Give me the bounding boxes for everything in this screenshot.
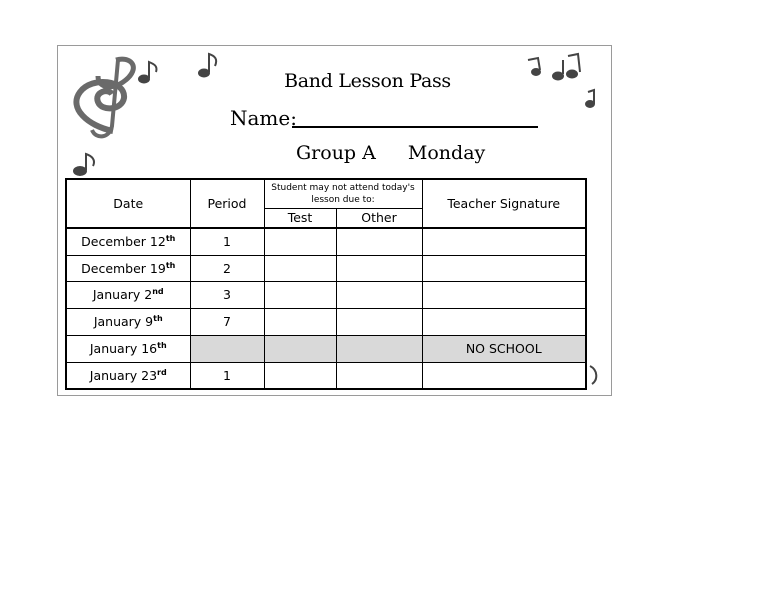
- other-cell: [336, 335, 422, 362]
- other-cell[interactable]: [336, 281, 422, 308]
- group-day-row: [296, 142, 485, 164]
- group-label: Group A: [296, 142, 376, 164]
- test-cell[interactable]: [264, 255, 336, 281]
- signature-cell[interactable]: [422, 255, 586, 281]
- test-cell[interactable]: [264, 362, 336, 389]
- day-label: Monday: [407, 142, 486, 164]
- name-field-line[interactable]: [292, 126, 538, 128]
- band-lesson-pass-card: [57, 45, 612, 396]
- period-cell: 1: [190, 362, 264, 389]
- date-cell: December 19th: [66, 255, 190, 281]
- header-period: Period: [190, 179, 264, 228]
- date-cell: January 2nd: [66, 281, 190, 308]
- table-row: [66, 308, 586, 335]
- test-cell[interactable]: [264, 308, 336, 335]
- table-row: [66, 228, 586, 255]
- signature-cell[interactable]: [422, 308, 586, 335]
- period-cell: 7: [190, 308, 264, 335]
- period-cell: 2: [190, 255, 264, 281]
- other-cell[interactable]: [336, 308, 422, 335]
- header-teacher-signature: Teacher Signature: [422, 179, 586, 228]
- date-cell: January 23rd: [66, 362, 190, 389]
- other-cell[interactable]: [336, 362, 422, 389]
- signature-cell[interactable]: [422, 281, 586, 308]
- pass-title: Band Lesson Pass: [284, 70, 451, 92]
- signature-cell[interactable]: [422, 362, 586, 389]
- no-school-note: NO SCHOOL: [422, 335, 586, 362]
- period-cell: [190, 335, 264, 362]
- period-cell: 1: [190, 228, 264, 255]
- test-cell: [264, 335, 336, 362]
- name-label: Name:: [230, 106, 297, 130]
- header-other: Other: [336, 208, 422, 228]
- header-reason: Student may not attend today's lesson due to:: [264, 179, 422, 208]
- other-cell[interactable]: [336, 228, 422, 255]
- date-cell: January 9th: [66, 308, 190, 335]
- table-row: [66, 335, 586, 362]
- date-cell: December 12th: [66, 228, 190, 255]
- signature-cell[interactable]: [422, 228, 586, 255]
- header-test: Test: [264, 208, 336, 228]
- table-row: [66, 362, 586, 389]
- test-cell[interactable]: [264, 281, 336, 308]
- header-date: Date: [66, 179, 190, 228]
- date-cell: January 16th: [66, 335, 190, 362]
- period-cell: 3: [190, 281, 264, 308]
- table-row: [66, 281, 586, 308]
- table-row: [66, 255, 586, 281]
- test-cell[interactable]: [264, 228, 336, 255]
- lesson-table: [65, 178, 587, 390]
- other-cell[interactable]: [336, 255, 422, 281]
